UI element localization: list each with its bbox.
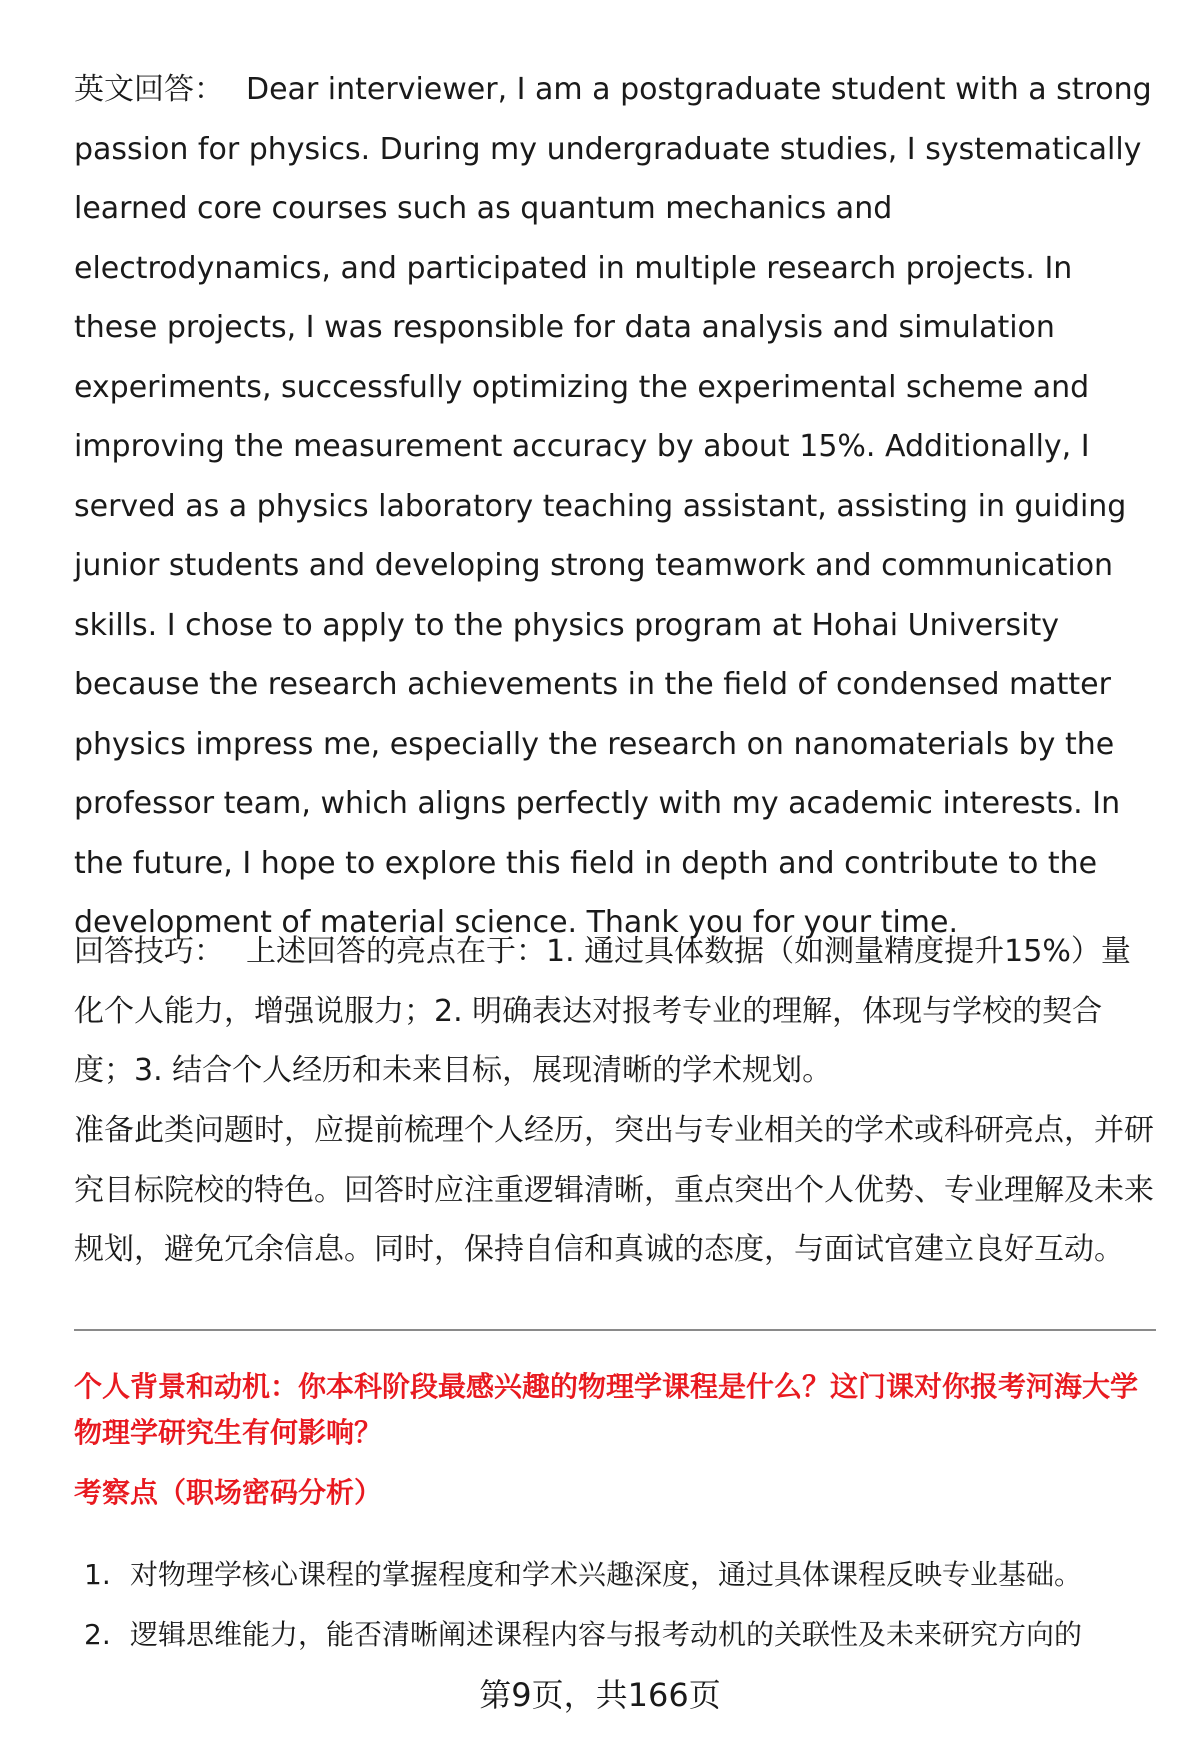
list-item-text: 对物理学核心课程的掌握程度和学术兴趣深度，通过具体课程反映专业基础。 [130,1558,1083,1591]
english-answer-paragraph [74,60,1156,953]
list-item-number: 1. [84,1558,111,1591]
assessment-heading: 考察点（职场密码分析） [74,1476,383,1509]
list-item [84,1545,1156,1605]
assessment-points-list [84,1545,1156,1665]
page-footer: 第9页，共166页 [479,1676,721,1714]
english-answer-label: 英文回答： [74,72,224,107]
list-item [84,1605,1156,1665]
next-question-heading: 个人背景和动机：你本科阶段最感兴趣的物理学课程是什么？这门课对你报考河海大学物理学研究生有何影响？ [74,1370,1139,1449]
answer-tips-label: 回答技巧： [74,934,224,969]
english-answer-text: Dear interviewer, I am a postgraduate student with a strong passion for physics. During my undergraduate studies, I systematically learned core courses such as quantum mechanics and electrodynamics, and participated in multiple research projects. In these projects, I was responsible for data analysis and simulation experiments, successfully optimizing the experimental scheme and improving the measurement accuracy by about 15%. Additionally, I served as a physics laboratory teaching assistant, assisting in guiding junior students and developing strong teamwork and communication skills. I chose to apply to the physics program at Hohai University because the research achievements in the field of condensed matter physics impress me, especially the research on nanomaterials by the professor team, which aligns perfectly with my academic interests. In the future, I hope to explore this field in depth and contribute to the development of material science. Thank you for your time. [74,72,1152,940]
preparation-advice-paragraph: 准备此类问题时，应提前梳理个人经历，突出与专业相关的学术或科研亮点，并研究目标院校的特色。回答时应注重逻辑清晰，重点突出个人优势、专业理解及未来规划，避免冗余信息。同时，保持自信和真诚的态度，与面试官建立良好互动。 [74,1113,1154,1267]
list-item-number: 2. [84,1618,111,1651]
section-divider [74,1329,1156,1331]
answer-tips-text: 上述回答的亮点在于：1. 通过具体数据（如测量精度提升15%）量化个人能力，增强说服力；2. 明确表达对报考专业的理解，体现与学校的契合度；3. 结合个人经历和未来目标，展现清晰的学术规划。 [74,934,1131,1088]
answer-tips-paragraph [74,922,1156,1101]
list-item-text: 逻辑思维能力，能否清晰阐述课程内容与报考动机的关联性及未来研究方向的 [130,1618,1083,1651]
